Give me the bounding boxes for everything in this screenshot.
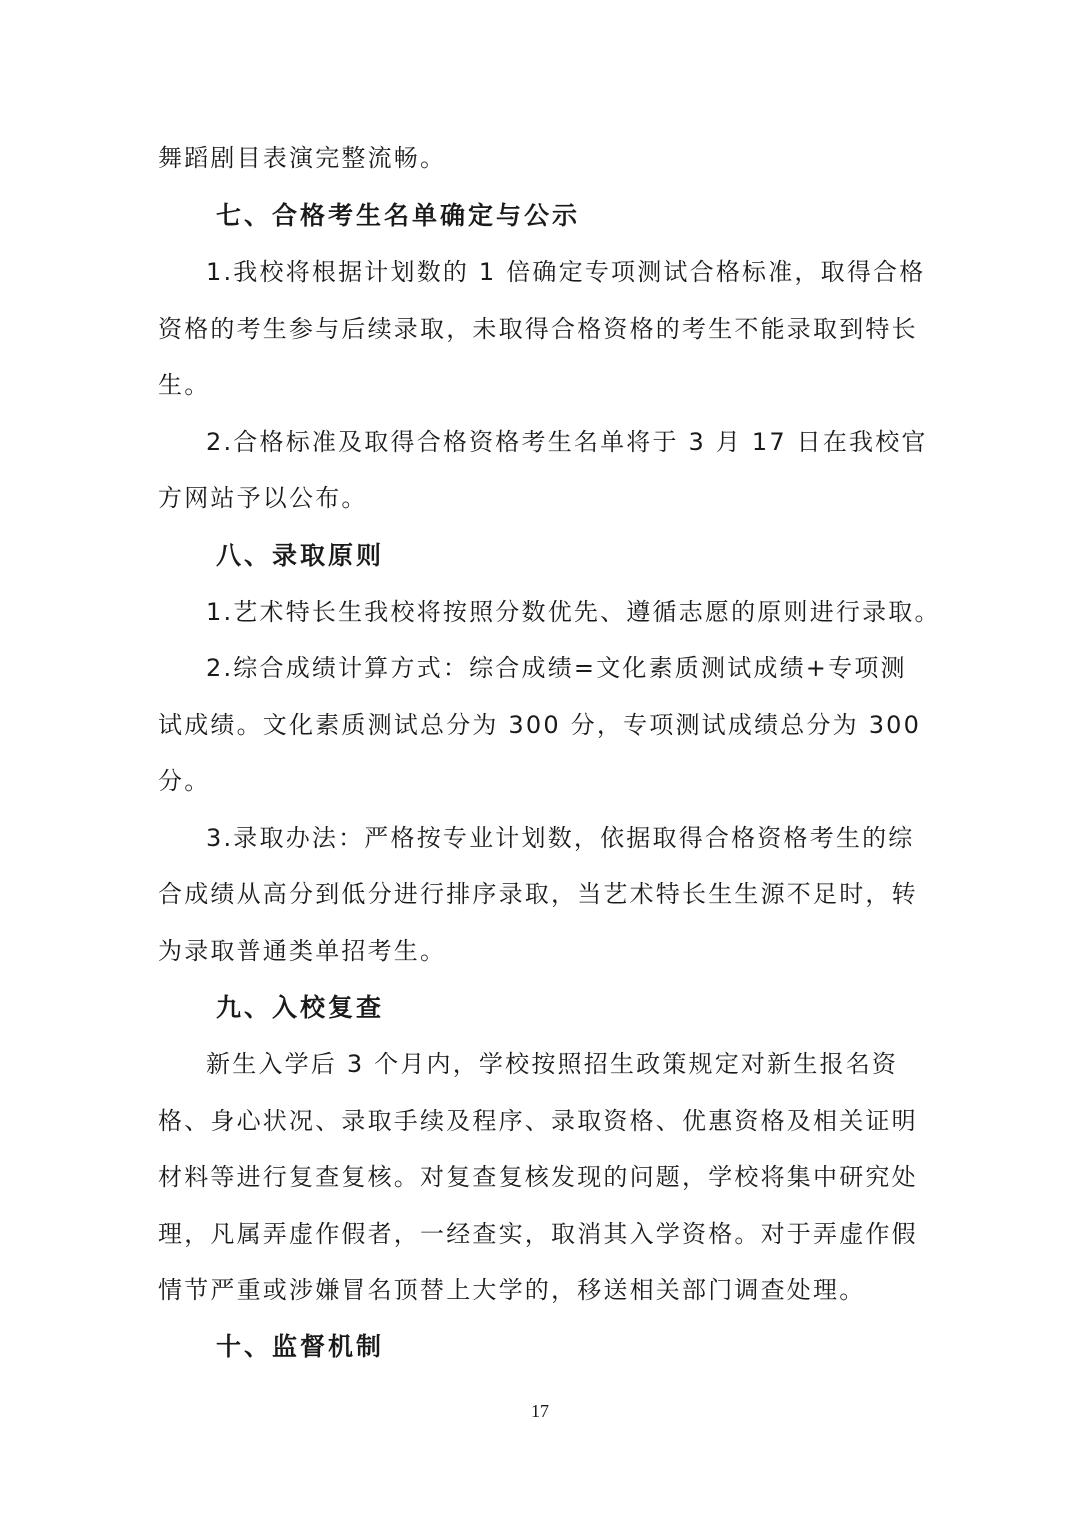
body-text-line: 2.综合成绩计算方式：综合成绩=文化素质测试成绩+专项测 [206, 654, 907, 682]
body-text-line: 2.合格标准及取得合格资格考生名单将于 3 月 17 日在我校官 [206, 428, 928, 456]
body-text-line: 为录取普通类单招考生。 [158, 937, 447, 965]
body-text-line: 新生入学后 3 个月内，学校按照招生政策规定对新生报名资 [206, 1050, 899, 1078]
body-text-line: 情节严重或涉嫌冒名顶替上大学的，移送相关部门调查处理。 [158, 1276, 866, 1304]
body-text-line: 资格的考生参与后续录取，未取得合格资格的考生不能录取到特长 [158, 315, 918, 343]
body-text-line: 1.艺术特长生我校将按照分数优先、遵循志愿的原则进行录取。 [206, 598, 941, 626]
body-text-line: 材料等进行复查复核。对复查复核发现的问题，学校将集中研究处 [158, 1163, 918, 1191]
body-text-line: 方网站予以公布。 [158, 484, 368, 512]
body-text-line: 3.录取办法：严格按专业计划数，依据取得合格资格考生的综 [206, 824, 915, 852]
page-number: 17 [531, 1401, 549, 1421]
body-text-line: 合成绩从高分到低分进行排序录取，当艺术特长生生源不足时，转 [158, 880, 918, 908]
section-heading-10: 十、监督机制 [216, 1332, 385, 1361]
body-text-line: 理，凡属弄虚作假者，一经查实，取消其入学资格。对于弄虚作假 [158, 1220, 918, 1248]
section-heading-7: 七、合格考生名单确定与公示 [216, 201, 581, 230]
body-text-line: 试成绩。文化素质测试总分为 300 分，专项测试成绩总分为 300 [158, 711, 922, 739]
body-text-line: 格、身心状况、录取手续及程序、录取资格、优惠资格及相关证明 [158, 1107, 918, 1135]
body-text-line: 生。 [158, 371, 211, 399]
section-heading-9: 九、入校复查 [216, 993, 385, 1022]
section-heading-8: 八、录取原则 [216, 541, 385, 570]
body-text-line: 舞蹈剧目表演完整流畅。 [158, 144, 447, 172]
body-text-line: 分。 [158, 767, 211, 795]
body-text-line: 1.我校将根据计划数的 1 倍确定专项测试合格标准，取得合格 [206, 258, 926, 286]
